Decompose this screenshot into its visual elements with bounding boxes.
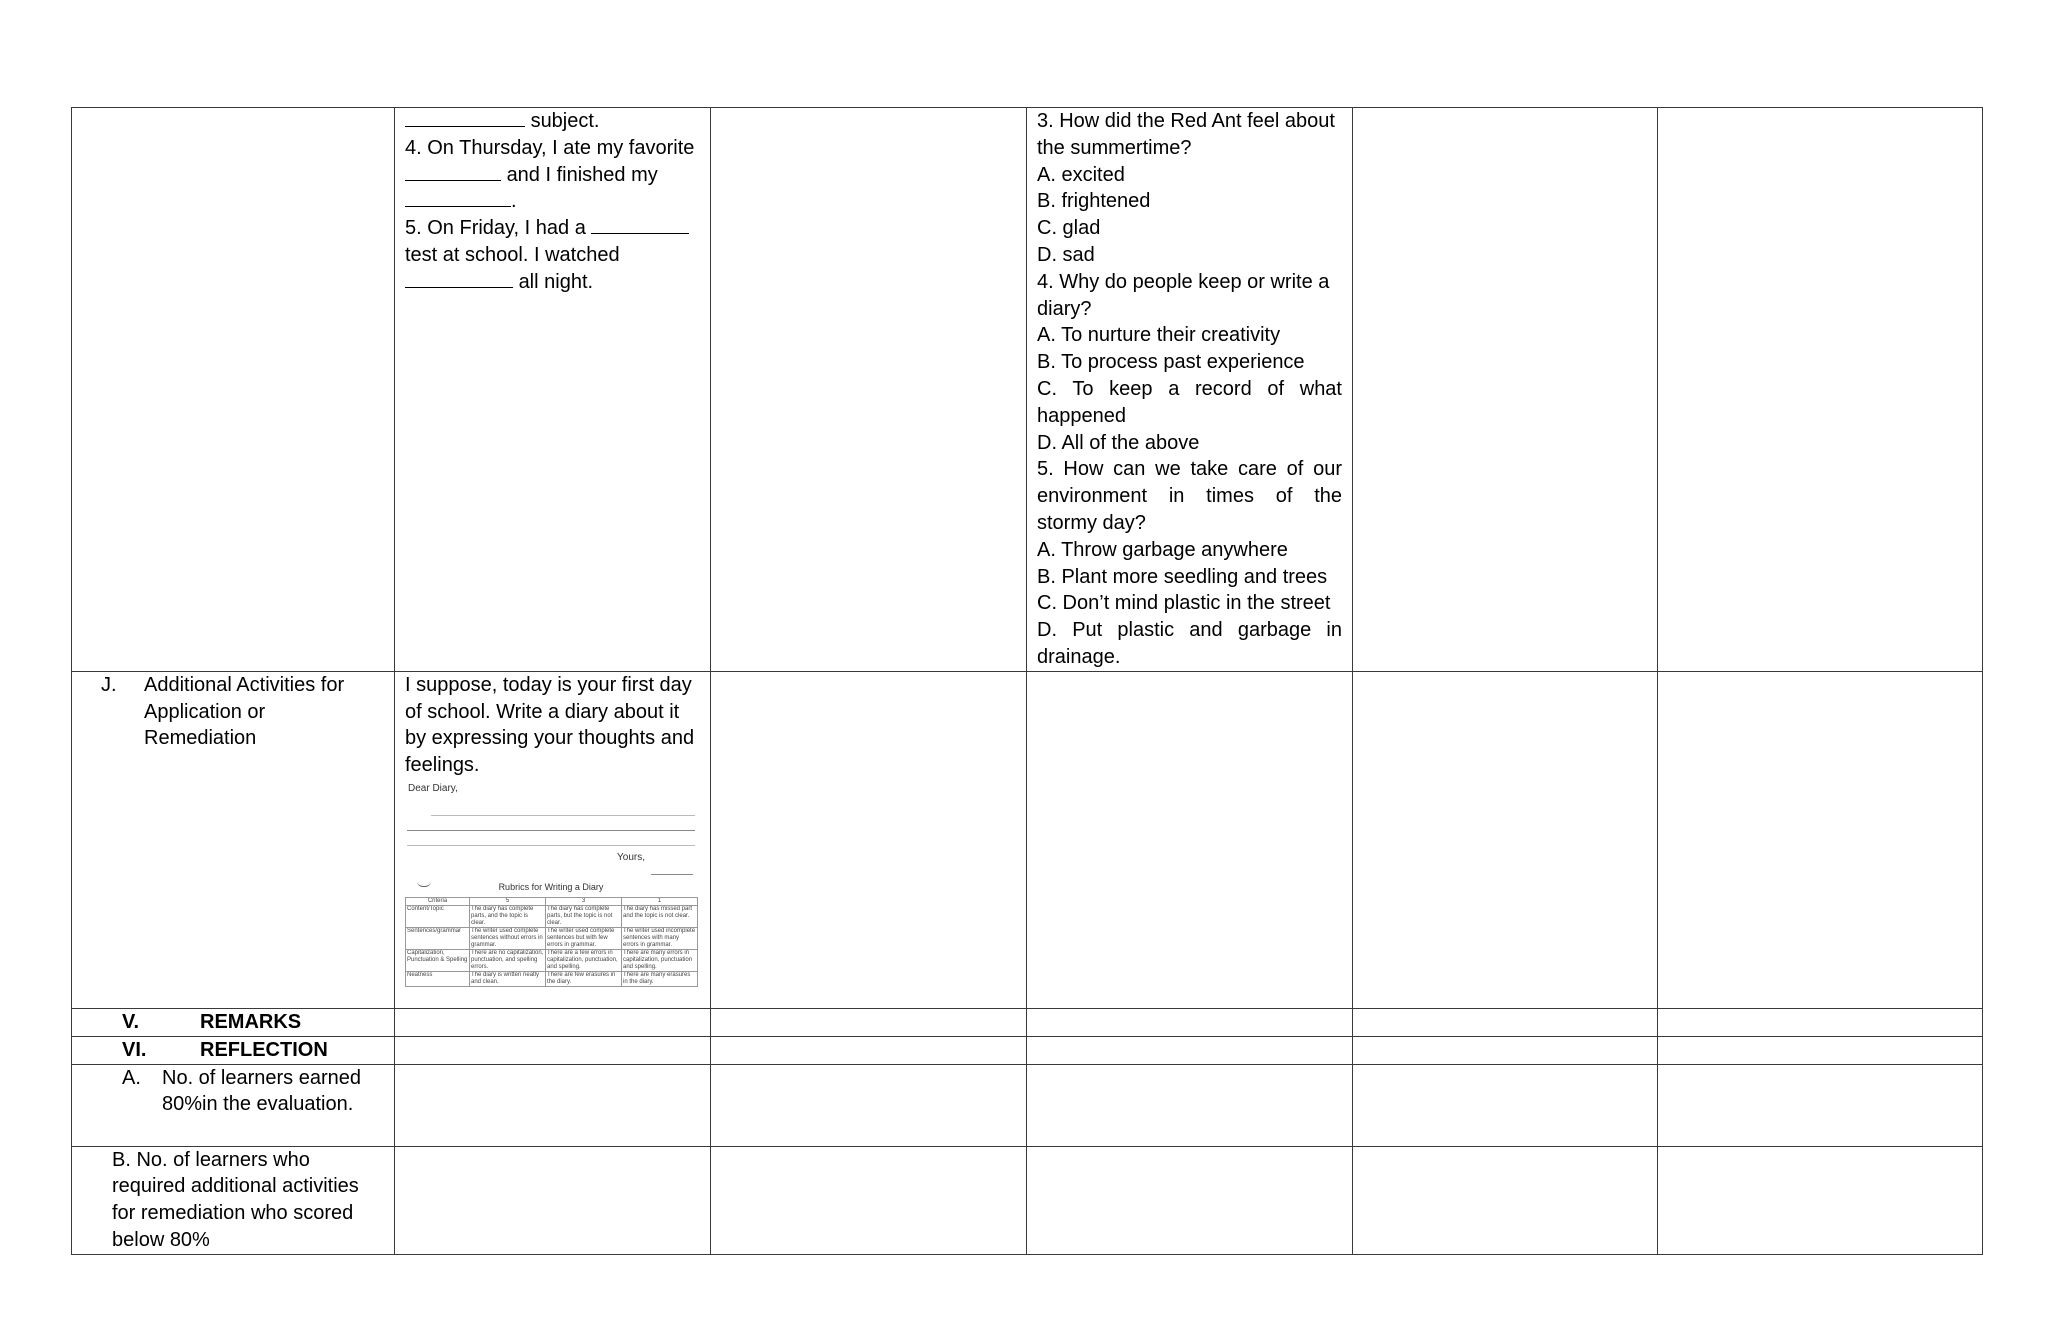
rubric-title: Rubrics for Writing a Diary bbox=[498, 881, 604, 892]
section-number: V. bbox=[122, 1010, 140, 1033]
cell-empty bbox=[395, 1008, 711, 1036]
cell-empty bbox=[1027, 671, 1353, 1008]
cell-empty bbox=[1658, 108, 1983, 672]
diary-salutation: Dear Diary, bbox=[408, 782, 458, 794]
remarks-row bbox=[72, 1008, 1983, 1036]
cell-empty bbox=[1353, 108, 1658, 672]
section-title: REMARKS bbox=[200, 1010, 302, 1033]
cell-empty bbox=[1353, 1146, 1658, 1254]
label-line: for remediation who scored bbox=[112, 1202, 354, 1225]
rubric-row bbox=[406, 905, 698, 927]
section-number: VI. bbox=[122, 1038, 147, 1061]
rubric-header: 5 bbox=[470, 897, 546, 905]
rubric-row bbox=[406, 971, 698, 986]
cell-quiz-questions bbox=[1027, 108, 1353, 672]
cell-learners-earned-label bbox=[72, 1064, 395, 1146]
rubric-row bbox=[406, 927, 698, 949]
rubric-cell: The writer used incomplete sentences with many errors in grammar. bbox=[622, 927, 698, 949]
quiz-line: A. To nurture their creativity bbox=[1037, 324, 1281, 347]
task-line: feelings. bbox=[405, 754, 480, 777]
exercise-line: all night. bbox=[405, 269, 700, 296]
label-line: Remediation bbox=[144, 727, 257, 750]
rubric-cell: Content/Topic bbox=[406, 905, 470, 927]
cell-empty bbox=[1353, 1008, 1658, 1036]
label-line: B. No. of learners who bbox=[112, 1148, 310, 1171]
section-title: REFLECTION bbox=[200, 1038, 328, 1061]
cell-empty bbox=[1027, 1036, 1353, 1064]
quiz-line: drainage. bbox=[1037, 645, 1121, 668]
task-line: I suppose, today is your first day bbox=[405, 673, 692, 696]
cell-empty bbox=[1027, 1064, 1353, 1146]
rubric-cell: There are many erasures in the diary. bbox=[622, 971, 698, 986]
rubric-cell: The diary has complete parts, and the topic is clear. bbox=[470, 905, 546, 927]
cell-empty bbox=[711, 1146, 1027, 1254]
quiz-line: C. Don’t mind plastic in the street bbox=[1037, 592, 1331, 615]
learners-remediation-row bbox=[72, 1146, 1983, 1254]
cell-empty bbox=[711, 671, 1027, 1008]
rubric-cell: The diary is written neatly and clean. bbox=[470, 971, 546, 986]
quiz-line: D. All of the above bbox=[1037, 431, 1200, 454]
cell-empty bbox=[1658, 671, 1983, 1008]
task-line: by expressing your thoughts and bbox=[405, 727, 695, 750]
quiz-line: the summertime? bbox=[1037, 136, 1192, 159]
learners-earned-row bbox=[72, 1064, 1983, 1146]
cell-empty bbox=[1658, 1146, 1983, 1254]
quiz-line: B. Plant more seedling and trees bbox=[1037, 565, 1328, 588]
quiz-line: C. To keep a record of what bbox=[1037, 377, 1342, 400]
quiz-line: B. frightened bbox=[1037, 190, 1151, 213]
quiz-line: 4. Why do people keep or write a bbox=[1037, 270, 1330, 293]
rubric-header: 1 bbox=[622, 897, 698, 905]
task-line: of school. Write a diary about it bbox=[405, 700, 680, 723]
cell-fill-in-exercise bbox=[395, 108, 711, 672]
rubric-table bbox=[405, 897, 698, 987]
rubric-cell: Capitalization, Punctuation & Spelling bbox=[406, 949, 470, 971]
cell-empty bbox=[1353, 1064, 1658, 1146]
rubric-cell: There are a few errors in capitalization, punctuation, and spelling. bbox=[546, 949, 622, 971]
cell-diary-task bbox=[395, 671, 711, 1008]
quiz-line: happened bbox=[1037, 404, 1126, 427]
rubric-cell: The diary has complete parts, but the topic is not clear. bbox=[546, 905, 622, 927]
cell-empty bbox=[711, 108, 1027, 672]
rubric-header: 3 bbox=[546, 897, 622, 905]
rubric-cell: Neatness bbox=[406, 971, 470, 986]
rubric-cell: The diary has missed part and the topic is not clear. bbox=[622, 905, 698, 927]
cell-empty bbox=[1658, 1036, 1983, 1064]
rubric-cell: There are many errors in capitalization, punctuation and spelling. bbox=[622, 949, 698, 971]
quiz-line: D. Put plastic and garbage in bbox=[1037, 619, 1342, 642]
quiz-line: 3. How did the Red Ant feel about bbox=[1037, 110, 1335, 132]
rubric-cell: Sentences/grammar bbox=[406, 927, 470, 949]
label-line: 80%in the evaluation. bbox=[162, 1093, 354, 1116]
cell-empty bbox=[395, 1064, 711, 1146]
quiz-line: stormy day? bbox=[1037, 511, 1146, 534]
quiz-line: environment in times of the bbox=[1037, 485, 1342, 508]
quiz-line: diary? bbox=[1037, 297, 1092, 320]
quiz-line: D. sad bbox=[1037, 243, 1095, 266]
section-letter: J. bbox=[101, 673, 117, 696]
cell-empty bbox=[711, 1036, 1027, 1064]
rubric-header-row bbox=[406, 897, 698, 905]
quiz-line: A. excited bbox=[1037, 163, 1125, 186]
exercise-line: . bbox=[405, 188, 700, 215]
quiz-line: A. Throw garbage anywhere bbox=[1037, 538, 1288, 561]
rubric-cell: There are no capitalization, punctuation, and spelling errors. bbox=[470, 949, 546, 971]
quiz-line: C. glad bbox=[1037, 217, 1101, 240]
cell-learners-remediation-label bbox=[72, 1146, 395, 1254]
additional-activities-row bbox=[72, 671, 1983, 1008]
exercise-line: 4. On Thursday, I ate my favorite bbox=[405, 136, 695, 159]
diary-closing: Yours, bbox=[617, 851, 645, 863]
label-line: required additional activities bbox=[112, 1175, 359, 1198]
cell-empty bbox=[395, 1146, 711, 1254]
quiz-line: B. To process past experience bbox=[1037, 351, 1305, 374]
cell-empty bbox=[1027, 1146, 1353, 1254]
cell-empty bbox=[711, 1008, 1027, 1036]
cell-empty bbox=[1353, 671, 1658, 1008]
cell-empty bbox=[1658, 1008, 1983, 1036]
exercise-line: 5. On Friday, I had a bbox=[405, 215, 700, 242]
cell-reflection-label bbox=[72, 1036, 395, 1064]
cell-empty bbox=[395, 1036, 711, 1064]
label-line: No. of learners earned bbox=[162, 1066, 362, 1089]
quiz-line: 5. How can we take care of our bbox=[1037, 458, 1342, 481]
cell-empty bbox=[1353, 1036, 1658, 1064]
exercise-line: and I finished my bbox=[405, 162, 700, 189]
rubric-row bbox=[406, 949, 698, 971]
item-letter: A. bbox=[122, 1066, 141, 1089]
cell-label-empty bbox=[72, 108, 395, 672]
lesson-plan-table bbox=[71, 107, 1983, 1255]
cell-empty bbox=[1658, 1064, 1983, 1146]
cell-empty bbox=[1027, 1008, 1353, 1036]
cell-label-additional-activities bbox=[72, 671, 395, 1008]
rubric-cell: The writer used complete sentences without errors in grammar. bbox=[470, 927, 546, 949]
rubric-cell: The writer used complete sentences but with few errors in grammar. bbox=[546, 927, 622, 949]
label-line: below 80% bbox=[112, 1228, 210, 1251]
label-line: Additional Activities for bbox=[144, 673, 345, 696]
cell-empty bbox=[711, 1064, 1027, 1146]
rubric-cell: There are few erasures in the diary. bbox=[546, 971, 622, 986]
exercise-line: test at school. I watched bbox=[405, 243, 620, 266]
exercise-line: subject. bbox=[405, 108, 700, 135]
reflection-row bbox=[72, 1036, 1983, 1064]
cell-remarks-label bbox=[72, 1008, 395, 1036]
label-line: Application or bbox=[144, 700, 266, 723]
rubric-header: Criteria bbox=[406, 897, 470, 905]
diary-template-figure bbox=[405, 783, 697, 987]
continuation-row bbox=[72, 108, 1983, 672]
